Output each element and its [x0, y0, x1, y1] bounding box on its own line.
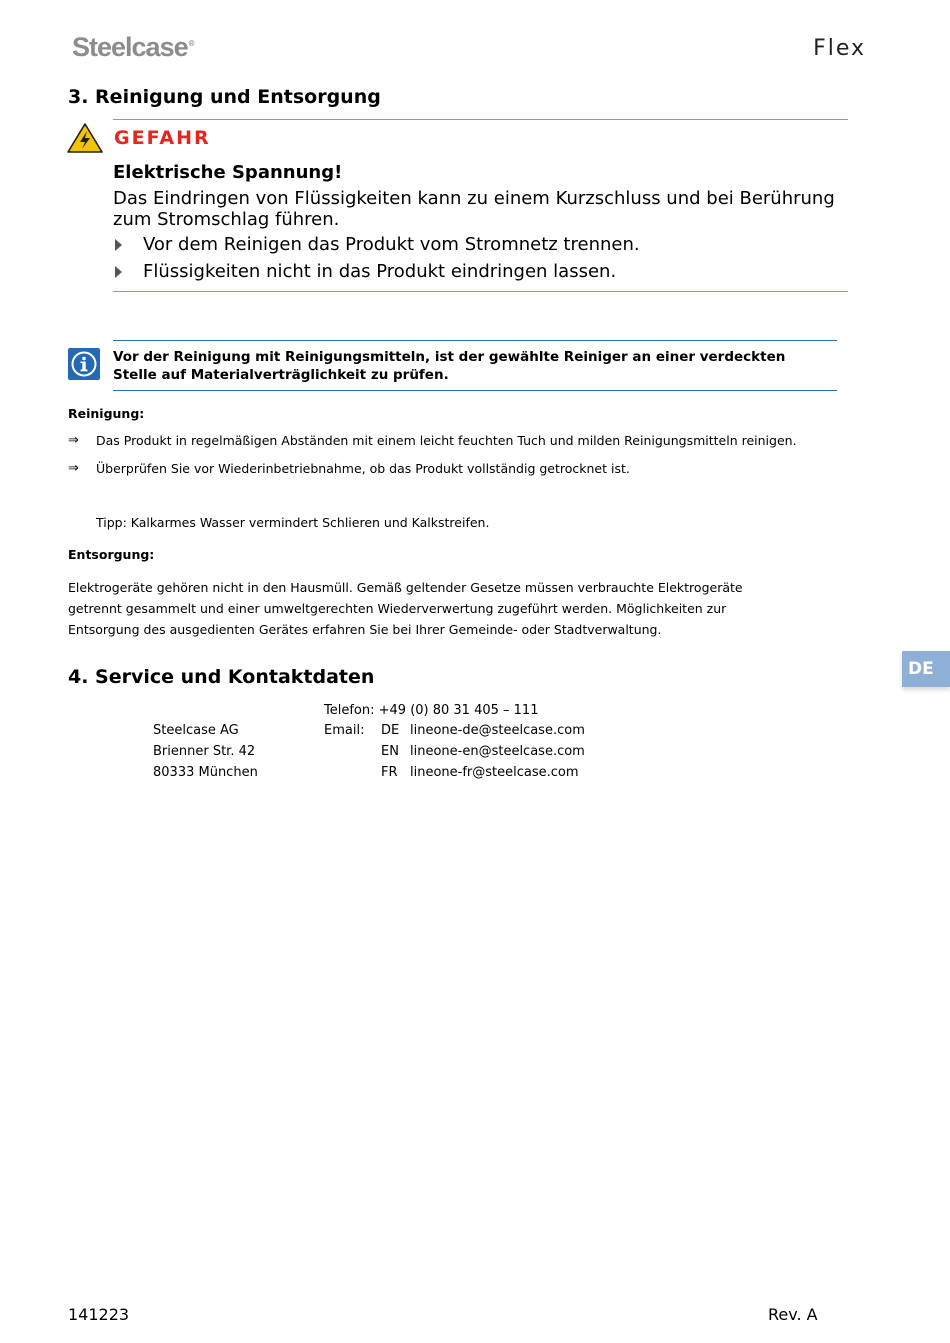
double-arrow-icon: ⇒ — [68, 461, 79, 476]
danger-item-text: Vor dem Reinigen das Produkt vom Stromnetz trennen. — [143, 234, 640, 255]
logo-text: Steelcase — [72, 32, 188, 62]
footer-revision: Rev. A — [768, 1305, 818, 1324]
footer-doc-number: 141223 — [68, 1305, 130, 1324]
steelcase-logo — [72, 32, 195, 63]
language-tab-de[interactable]: DE — [902, 651, 950, 687]
email-lang: EN — [381, 744, 399, 759]
email-link-de[interactable]: lineone-de@steelcase.com — [410, 723, 585, 738]
info-text: Vor der Reinigung mit Reinigungsmitteln, ist der gewählte Reiniger an einer verdeckten Stelle auf Materialverträglichkeit zu prüfen. — [113, 349, 786, 383]
danger-bottom-rule — [113, 291, 848, 292]
danger-item — [113, 261, 616, 282]
section-3-title: 3. Reinigung und Entsorgung — [68, 86, 381, 108]
disposal-label: Entsorgung: — [68, 547, 155, 562]
cleaning-label: Reinigung: — [68, 406, 145, 421]
electric-hazard-warning-icon — [67, 123, 103, 153]
danger-signal-word: GEFAHR — [114, 127, 211, 149]
cleaning-item-text: Das Produkt in regelmäßigen Abständen mit einem leicht feuchten Tuch und milden Reinigungsmitteln reinigen. — [96, 433, 797, 448]
email-label: Email: — [324, 723, 365, 738]
double-arrow-icon: ⇒ — [68, 433, 79, 448]
address-line: Steelcase AG — [153, 723, 239, 738]
section-4-title: 4. Service und Kontaktdaten — [68, 666, 375, 688]
info-icon — [68, 348, 100, 380]
email-lang: DE — [381, 723, 400, 738]
danger-title: Elektrische Spannung! — [113, 162, 343, 183]
address-line: 80333 München — [153, 765, 258, 780]
phone-text: Telefon: +49 (0) 80 31 405 – 111 — [324, 703, 539, 718]
info-top-rule — [113, 340, 837, 341]
info-bottom-rule — [113, 390, 837, 391]
cleaning-item — [68, 433, 797, 448]
danger-item — [113, 234, 640, 255]
email-link-fr[interactable]: lineone-fr@steelcase.com — [410, 765, 579, 780]
tip-text: Tipp: Kalkarmes Wasser vermindert Schlieren und Kalkstreifen. — [96, 515, 490, 530]
danger-top-rule — [113, 119, 848, 120]
address-line: Brienner Str. 42 — [153, 744, 256, 759]
registered-mark: ® — [188, 39, 195, 48]
email-lang: FR — [381, 765, 398, 780]
bullet-triangle-icon — [115, 266, 122, 278]
danger-item-text: Flüssigkeiten nicht in das Produkt eindringen lassen. — [143, 261, 617, 282]
product-name: Flex — [813, 36, 866, 61]
disposal-text: Elektrogeräte gehören nicht in den Hausmüll. Gemäß geltender Gesetze müssen verbrauchte Elektrogeräte getrennt gesammelt und einer umweltgerechten Wiederverwertung zugeführt werden. Möglichkeiten zur Entsorgung des ausgedienten Gerätes erfahren Sie bei Ihrer Gemeinde- oder Stadtverwaltung. — [68, 580, 743, 637]
danger-text: Das Eindringen von Flüssigkeiten kann zu einem Kurzschluss und bei Berührung zum Stromschlag führen. — [113, 188, 835, 230]
bullet-triangle-icon — [115, 239, 122, 251]
email-link-en[interactable]: lineone-en@steelcase.com — [410, 744, 585, 759]
cleaning-item-text: Überprüfen Sie vor Wiederinbetriebnahme, ob das Produkt vollständig getrocknet ist. — [96, 461, 630, 476]
cleaning-item — [68, 461, 630, 476]
